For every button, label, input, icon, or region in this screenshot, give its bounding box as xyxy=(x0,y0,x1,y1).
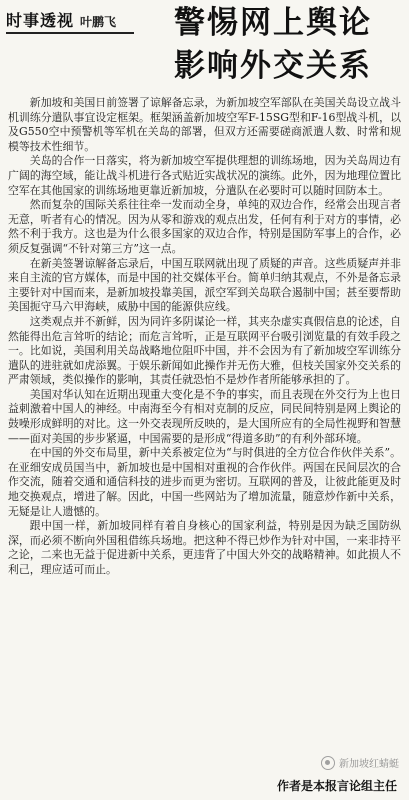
paragraph: 在新美签署谅解备忘录后，中国互联网就出现了质疑的声音。这些质疑声并非来自主流的官方媒体，而是中国的社交媒体平台。简单归纳其观点，不外是备忘录主要针对中国而来，是新加坡投靠美国，派空军到关岛联合遏制中国；甚至要帮助美国扼守马六甲海峡，威胁中国的能源供应线。 xyxy=(8,256,401,314)
paragraph: 在中国的外交布局里，新中关系被定位为“与时俱进的全方位合作伙伴关系”。在亚细安成员国当中，新加坡也是中国相对重视的合作伙伴。两国在民间层次的合作交流，随着交通和通信科技的进步而更为密切。互联网的普及，让彼此能更及时地交换观点，增进了解。因此，中国一些网站为了增加流量，随意炒作新中关系，无疑是让人遗憾的。 xyxy=(8,446,401,518)
paragraph: 跟中国一样，新加坡同样有着自身核心的国家利益，特别是因为缺乏国防纵深，而必须不断向外国租借练兵场地。把这种不得已炒作为针对中国，一来非持平之论，二来也无益于促进新中关系，更违背了中国大外交的战略精神。如此损人不利己，理应适可而止。 xyxy=(8,519,401,576)
watermark-icon xyxy=(321,756,335,770)
headline xyxy=(142,2,404,88)
column-rule xyxy=(6,32,134,34)
watermark xyxy=(321,755,399,770)
author-name: 叶鹏飞 xyxy=(80,15,117,29)
paragraph: 新加坡和美国日前签署了谅解备忘录，为新加坡空军部队在美国关岛设立战斗机训练分遣队事宜设定框架。框架涵盖新加坡空军F-15SG型和F-16型战斗机，以及G550空中预警机等军机在关岛的部署，但双方还需要磋商派遣人数、时常和规模等技术性细节。 xyxy=(8,96,401,153)
headline-line-2: 影响外交关系 xyxy=(174,48,372,84)
paragraph: 这类观点并不新鲜，因为同许多阴谋论一样，其夹杂虚实真假信息的论述，自然能得出危言耸听的结论；而危言耸听，正是互联网平台吸引浏览量的有效手段之一。比如说，美国利用关岛战略地位阻吓中国，并不会因为有了新加坡空军训练分遣队的进驻就如虎添翼。于娱乐新闻如此操作并无伤大雅，但枝关国家外交关系的严肃领域，类似操作的影响，其责任就恐怕不是炒作者所能够承担的了。 xyxy=(8,314,401,387)
article-body xyxy=(8,96,401,756)
column-name: 时事透视 xyxy=(6,11,75,30)
watermark-text: 新加坡红蜻蜓 xyxy=(339,759,399,770)
paragraph: 关岛的合作一日落实，将为新加坡空军提供理想的训练场地，因为关岛周边有广阔的海空域，能让战斗机进行各式贴近实战状况的演练。此外，因为地理位置比空军在其他国家的训练场地更靠近新加坡，分遣队在必要时可以随时回防本土。 xyxy=(8,154,401,197)
column-tag xyxy=(6,8,116,31)
byline: 作者是本报言论组主任 xyxy=(276,779,397,793)
article-header xyxy=(0,0,409,92)
paragraph: 美国对华认知在近期出现重大变化是不争的事实，而且表现在外交行为上也日益刺激着中国人的神经。中南海至今有相对克制的反应，同民间特别是网上舆论的鼓噪形成鲜明的对比。这一外交表现所反映的，是大国所应有的全局性视野和智慧——面对美国的步步紧逼，中国需要的是形成“得道多助”的有利外部环境。 xyxy=(8,387,401,445)
paragraph: 然而复杂的国际关系往往牵一发而动全身，单纯的双边合作，经常会出现言者无意，听者有心的情况。因为从零和游戏的观点出发，任何有利于对方的事情，必然不利于我方。这也是为什么很多国家的双边合作，特别是国防军事上的合作，必须反复强调“不针对第三方”这一点。 xyxy=(8,198,401,255)
headline-line-1: 警惕网上舆论 xyxy=(174,5,372,41)
